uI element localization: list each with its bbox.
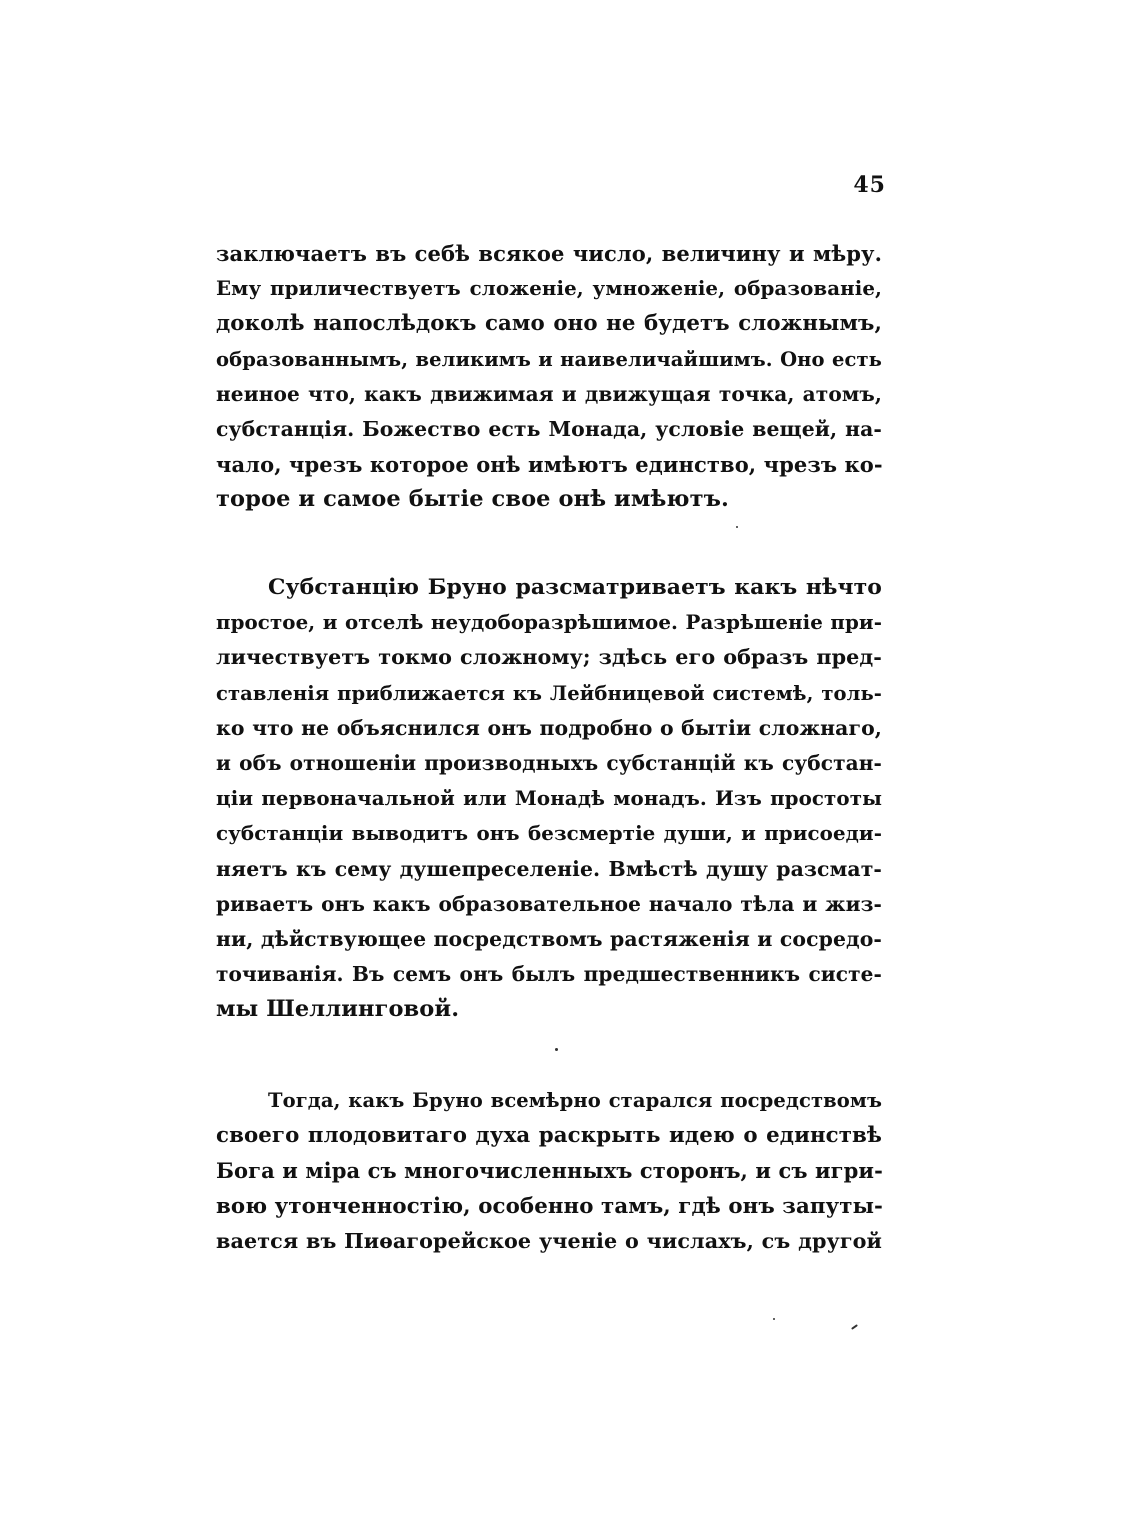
text-line: торое и самое бытіе свое онѣ имѣютъ. <box>216 486 729 513</box>
text-line: Бога и міра съ многочисленныхъ сторонъ, и съ игри- <box>216 1158 883 1184</box>
text-line: образованнымъ, великимъ и наивеличайшимъ. Оно есть <box>216 347 882 371</box>
text-line: неиное что, какъ движимая и движущая точка, атомъ, <box>216 381 882 406</box>
text-line: ставленія приближается къ Лейбницевой системѣ, толь- <box>216 681 882 705</box>
paragraph-2 <box>216 570 882 1027</box>
text-line: простое, и отселѣ неудоборазрѣшимое. Разрѣшеніе при- <box>216 610 882 635</box>
text-line: няетъ къ сему душепреселеніе. Вмѣстѣ душу разсмат- <box>216 856 882 881</box>
text-line: заключаетъ въ себѣ всякое число, величину и мѣру. <box>216 241 882 266</box>
text-line: личествуетъ токмо сложному; здѣсь его образъ пред- <box>216 645 882 670</box>
text-line: точиванія. Въ семъ онъ былъ предшественникъ систе- <box>216 962 882 987</box>
text-line: субстанціи выводитъ онъ безсмертіе души, и присоеди- <box>216 821 882 846</box>
text-line: ціи первоначальной или Монадѣ монадъ. Изъ простоты <box>216 786 882 811</box>
text-line: Тогда, какъ Бруно всемѣрно старался посредствомъ <box>268 1089 882 1112</box>
text-line: вается въ Пиѳагорейское ученіе о числахъ, съ другой <box>216 1228 882 1253</box>
text-line: риваетъ онъ какъ образовательное начало тѣла и жиз- <box>216 891 882 916</box>
text-line: и объ отношеніи производныхъ субстанцій къ субстан- <box>216 750 882 775</box>
paragraph-1 <box>216 236 882 518</box>
scan-speck <box>851 1324 858 1330</box>
scan-speck <box>555 1048 558 1051</box>
scan-speck <box>736 526 738 528</box>
page-number: 45 <box>853 172 886 198</box>
text-line: чало, чрезъ которое онѣ имѣютъ единство, чрезъ ко- <box>216 452 883 478</box>
text-line: Субстанцію Бруно разсматриваетъ какъ нѣчто <box>268 574 882 600</box>
text-line: субстанція. Божество есть Монада, условіе вещей, на- <box>216 416 882 441</box>
text-line: ко что не объяснился онъ подробно о бытіи сложнаго, <box>216 715 882 740</box>
text-line: ни, дѣйствующее посредствомъ растяженія и сосредо- <box>216 926 882 951</box>
text-line: мы Шеллинговой. <box>216 996 460 1023</box>
scan-speck <box>773 1318 775 1320</box>
text-line: доколѣ напослѣдокъ само оно не будетъ сложнымъ, <box>216 311 882 337</box>
paragraph-3 <box>216 1083 882 1259</box>
text-line: Ему приличествуетъ сложеніе, умноженіе, образованіе, <box>216 276 882 301</box>
text-line: вою утонченностію, особенно тамъ, гдѣ онъ запуты- <box>216 1193 883 1219</box>
text-line: своего плодовитаго духа раскрыть идею о единствѣ <box>216 1123 882 1149</box>
